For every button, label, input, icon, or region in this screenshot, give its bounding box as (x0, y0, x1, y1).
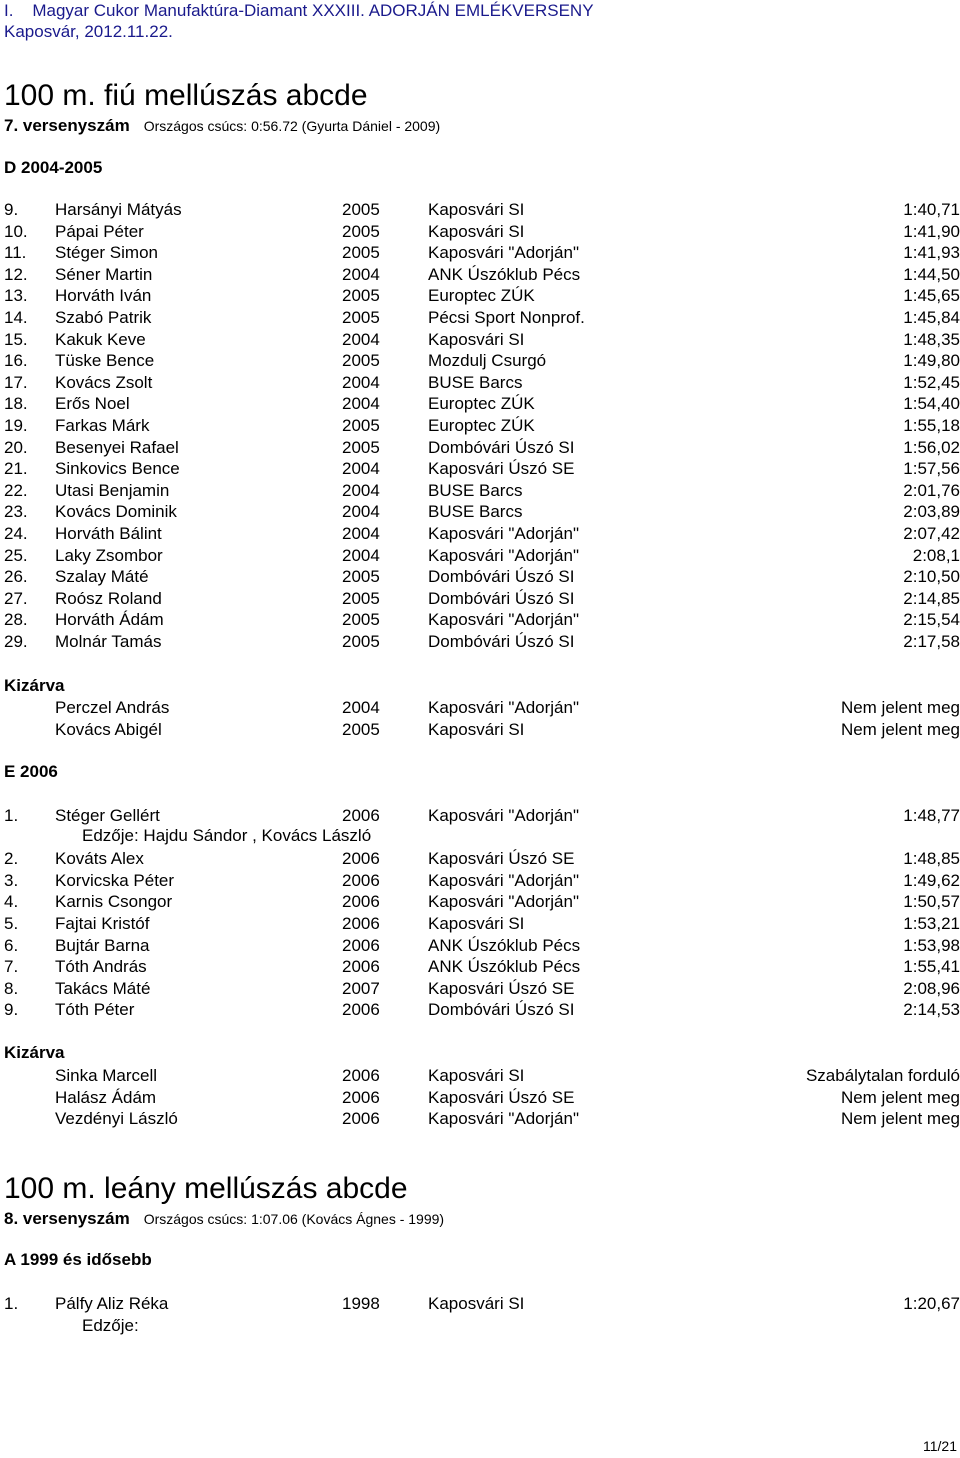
result-time: 2:03,89 (903, 502, 960, 522)
result-time: 1:54,40 (903, 394, 960, 414)
result-row (0, 848, 960, 870)
result-time: 1:50,57 (903, 892, 960, 912)
rank: 11. (4, 243, 27, 263)
swimmer-name: Tüske Bence (55, 351, 155, 371)
competition-date: Kaposvár, 2012.11.22. (4, 22, 173, 41)
disqualified-row (0, 697, 960, 719)
rank: 26. (4, 567, 28, 587)
club-name: Dombóvári Úszó SI (428, 437, 575, 457)
result-time: 1:52,45 (903, 372, 960, 392)
birth-year: 1998 (342, 1294, 380, 1313)
club-name: Kaposvári "Adorján" (428, 243, 579, 263)
result-row (0, 501, 960, 523)
birth-year: 2004 (342, 394, 380, 414)
result-row (0, 285, 960, 307)
result-row (0, 1293, 960, 1315)
rank: 6. (4, 935, 19, 955)
club-name: Kaposvári Úszó SE (428, 1087, 575, 1107)
birth-year: 2004 (342, 502, 380, 522)
club-name: Kaposvári Úszó SE (428, 849, 575, 869)
coach-note: Edzője: Hajdu Sándor , Kovács László (82, 826, 372, 845)
result-row (0, 264, 960, 286)
club-name: Europtec ZÚK (428, 394, 535, 414)
dq-status: Nem jelent meg (840, 1109, 960, 1129)
swimmer-name: Pálfy Aliz Réka (55, 1294, 169, 1313)
birth-year: 2007 (342, 978, 380, 998)
result-time: 1:41,93 (903, 243, 960, 263)
swimmer-name: Tóth András (55, 957, 147, 977)
club-name: Kaposvári SI (428, 1066, 525, 1085)
event-subtitle (4, 116, 440, 136)
disqualified-row (0, 719, 960, 741)
club-name: Pécsi Sport Nonprof. (428, 308, 585, 327)
result-time: 1:48,85 (903, 849, 960, 869)
coach-note: Edzője: (82, 1316, 139, 1335)
event-number: 8. versenyszám (4, 1209, 130, 1228)
club-name: Dombóvári Úszó SI (428, 1000, 575, 1020)
swimmer-name: Horváth Bálint (55, 524, 162, 543)
club-name: Kaposvári "Adorján" (428, 1109, 579, 1129)
swimmer-name: Kováts Alex (55, 849, 144, 869)
swimmer-name: Tóth Péter (55, 1000, 135, 1020)
swimmer-name: Perczel András (55, 698, 170, 717)
club-name: Europtec ZÚK (428, 286, 535, 306)
result-row (0, 372, 960, 394)
swimmer-name: Karnis Csongor (55, 892, 173, 912)
category-heading: A 1999 és idősebb (4, 1250, 152, 1269)
birth-year: 2005 (342, 243, 380, 263)
club-name: ANK Úszóklub Pécs (428, 957, 581, 977)
result-row (0, 437, 960, 459)
result-time: 2:01,76 (903, 480, 960, 500)
result-row (0, 307, 960, 329)
rank: 24. (4, 524, 28, 543)
result-row (0, 978, 960, 1000)
club-name: Europtec ZÚK (428, 416, 535, 435)
birth-year: 2005 (342, 610, 380, 630)
rank: 29. (4, 632, 28, 651)
club-name: Kaposvári Úszó SE (428, 459, 575, 479)
result-time: 2:08,96 (903, 978, 960, 998)
rank: 21. (4, 459, 28, 479)
swimmer-name: Farkas Márk (55, 416, 150, 435)
swimmer-name: Bujtár Barna (55, 935, 150, 955)
result-time: 2:17,58 (903, 632, 960, 651)
rank: 8. (4, 978, 19, 998)
rank: 27. (4, 588, 28, 608)
result-time: 2:14,85 (903, 588, 960, 608)
birth-year: 2005 (342, 632, 380, 651)
result-row (0, 415, 960, 437)
birth-year: 2005 (342, 416, 380, 435)
swimmer-name: Stéger Gellért (55, 806, 160, 825)
rank: 15. (4, 329, 28, 349)
swimmer-name: Utasi Benjamin (55, 480, 170, 500)
birth-year: 2006 (342, 1066, 380, 1085)
swimmer-name: Korvicska Péter (55, 870, 175, 890)
club-name: Kaposvári "Adorján" (428, 806, 579, 825)
birth-year: 2006 (342, 1000, 380, 1020)
result-time: 1:44,50 (903, 264, 960, 284)
disqualified-heading: Kizárva (4, 1043, 65, 1062)
swimmer-name: Erős Noel (55, 394, 130, 414)
result-time: 2:10,50 (903, 567, 960, 587)
result-row (0, 805, 960, 827)
rank: 20. (4, 437, 28, 457)
birth-year: 2004 (342, 524, 380, 543)
birth-year: 2005 (342, 221, 380, 241)
result-time: 1:55,18 (903, 416, 960, 435)
rank: 2. (4, 849, 19, 869)
club-name: Kaposvári SI (428, 719, 525, 739)
rank: 7. (4, 957, 19, 977)
result-time: 1:53,21 (903, 914, 960, 933)
result-row (0, 393, 960, 415)
birth-year: 2004 (342, 545, 380, 565)
swimmer-name: Besenyei Rafael (55, 437, 179, 457)
swimmer-name: Roósz Roland (55, 588, 162, 608)
rank: 4. (4, 892, 19, 912)
result-time: 1:57,56 (903, 459, 960, 479)
club-name: Kaposvári SI (428, 221, 525, 241)
result-time: 2:08,1 (912, 545, 960, 565)
club-name: Kaposvári SI (428, 329, 525, 349)
result-row (0, 891, 960, 913)
birth-year: 2005 (342, 308, 380, 327)
result-time: 1:40,71 (903, 200, 960, 219)
result-time: 1:53,98 (903, 935, 960, 955)
result-row (0, 458, 960, 480)
birth-year: 2006 (342, 1109, 380, 1129)
result-row (0, 523, 960, 545)
result-time: 1:49,80 (903, 351, 960, 371)
birth-year: 2005 (342, 200, 380, 219)
competition-title: I. Magyar Cukor Manufaktúra-Diamant XXXIII. ADORJÁN EMLÉKVERSENY (4, 1, 594, 20)
swimmer-name: Halász Ádám (55, 1087, 157, 1107)
birth-year: 2006 (342, 806, 380, 825)
result-row (0, 631, 960, 653)
dq-status: Nem jelent meg (840, 698, 960, 717)
result-time: 1:48,35 (903, 329, 960, 349)
result-row (0, 545, 960, 567)
birth-year: 2006 (342, 1087, 380, 1107)
club-name: Dombóvári Úszó SI (428, 632, 575, 651)
result-row (0, 242, 960, 264)
swimmer-name: Pápai Péter (55, 221, 144, 241)
rank: 16. (4, 351, 28, 371)
result-row (0, 913, 960, 935)
rank: 19. (4, 416, 28, 435)
swimmer-name: Sinkovics Bence (55, 459, 180, 479)
event-title: 100 m. leány mellúszás abcde (4, 1172, 408, 1205)
result-time: 1:41,90 (903, 221, 960, 241)
swimmer-name: Stéger Simon (55, 243, 158, 263)
birth-year: 2004 (342, 264, 380, 284)
birth-year: 2005 (342, 719, 380, 739)
category-heading: E 2006 (4, 762, 58, 781)
club-name: BUSE Barcs (428, 502, 523, 522)
result-time: 1:56,02 (903, 437, 960, 457)
result-time: 1:20,67 (903, 1294, 960, 1313)
rank: 18. (4, 394, 28, 414)
swimmer-name: Szalay Máté (55, 567, 149, 587)
club-name: Dombóvári Úszó SI (428, 588, 575, 608)
birth-year: 2004 (342, 329, 380, 349)
club-name: Kaposvári "Adorján" (428, 545, 579, 565)
club-name: Kaposvári "Adorján" (428, 870, 579, 890)
club-name: Kaposvári SI (428, 914, 525, 933)
rank: 10. (4, 221, 28, 241)
result-time: 1:55,41 (903, 957, 960, 977)
rank: 3. (4, 870, 19, 890)
birth-year: 2006 (342, 935, 380, 955)
swimmer-name: Harsányi Mátyás (55, 200, 182, 219)
result-row (0, 609, 960, 631)
swimmer-name: Horváth Ádám (55, 610, 164, 630)
rank: 22. (4, 480, 28, 500)
result-time: 2:15,54 (903, 610, 960, 630)
birth-year: 2004 (342, 372, 380, 392)
disqualified-row (0, 1087, 960, 1109)
swimmer-name: Kovács Zsolt (55, 372, 153, 392)
club-name: Kaposvári "Adorján" (428, 524, 579, 543)
dq-status: Szabálytalan forduló (805, 1066, 960, 1085)
rank: 9. (4, 1000, 19, 1020)
dq-status: Nem jelent meg (840, 1087, 960, 1107)
birth-year: 2004 (342, 698, 380, 717)
result-row (0, 350, 960, 372)
birth-year: 2005 (342, 351, 380, 371)
rank: 28. (4, 610, 28, 630)
category-heading: D 2004-2005 (4, 158, 103, 177)
birth-year: 2006 (342, 957, 380, 977)
swimmer-name: Takács Máté (55, 978, 151, 998)
club-name: Dombóvári Úszó SI (428, 567, 575, 587)
rank: 12. (4, 264, 28, 284)
rank: 5. (4, 914, 19, 933)
page-number: 11/21 (923, 1438, 957, 1454)
birth-year: 2005 (342, 437, 380, 457)
club-name: BUSE Barcs (428, 480, 523, 500)
rank: 13. (4, 286, 28, 306)
swimmer-name: Laky Zsombor (55, 545, 163, 565)
birth-year: 2006 (342, 892, 380, 912)
result-row (0, 566, 960, 588)
event-subtitle (4, 1209, 444, 1229)
club-name: Mozdulj Csurgó (428, 351, 547, 371)
club-name: Kaposvári "Adorján" (428, 892, 579, 912)
swimmer-name: Horváth Iván (55, 286, 152, 306)
result-time: 1:45,84 (903, 308, 960, 327)
result-row (0, 956, 960, 978)
birth-year: 2004 (342, 459, 380, 479)
event-number: 7. versenyszám (4, 116, 130, 135)
result-row (0, 329, 960, 351)
disqualified-row (0, 1108, 960, 1130)
rank: 9. (4, 200, 19, 219)
rank: 23. (4, 502, 28, 522)
birth-year: 2005 (342, 567, 380, 587)
result-row (0, 199, 960, 221)
event-title: 100 m. fiú mellúszás abcde (4, 79, 368, 112)
swimmer-name: Sinka Marcell (55, 1066, 158, 1085)
swimmer-name: Fajtai Kristóf (55, 914, 150, 933)
rank: 14. (4, 308, 28, 327)
disqualified-heading: Kizárva (4, 676, 65, 695)
swimmer-name: Kovács Dominik (55, 502, 177, 522)
disqualified-row (0, 1065, 960, 1087)
result-row (0, 221, 960, 243)
result-time: 1:49,62 (903, 870, 960, 890)
birth-year: 2006 (342, 914, 380, 933)
swimmer-name: Vezdényi László (55, 1109, 178, 1129)
rank: 1. (4, 806, 19, 825)
club-name: Kaposvári SI (428, 1294, 525, 1313)
birth-year: 2006 (342, 849, 380, 869)
swimmer-name: Szabó Patrik (55, 308, 152, 327)
dq-status: Nem jelent meg (840, 719, 960, 739)
rank: 1. (4, 1294, 19, 1313)
result-time: 1:48,77 (903, 806, 960, 825)
result-row (0, 588, 960, 610)
club-name: Kaposvári "Adorján" (428, 698, 579, 717)
result-time: 1:45,65 (903, 286, 960, 306)
birth-year: 2006 (342, 870, 380, 890)
result-row (0, 870, 960, 892)
club-name: BUSE Barcs (428, 372, 523, 392)
club-name: Kaposvári Úszó SE (428, 978, 575, 998)
rank: 25. (4, 545, 28, 565)
birth-year: 2004 (342, 480, 380, 500)
rank: 17. (4, 372, 28, 392)
swimmer-name: Kovács Abigél (55, 719, 162, 739)
club-name: Kaposvári "Adorján" (428, 610, 579, 630)
swimmer-name: Séner Martin (55, 264, 153, 284)
result-row (0, 935, 960, 957)
birth-year: 2005 (342, 286, 380, 306)
club-name: Kaposvári SI (428, 200, 525, 219)
swimmer-name: Molnár Tamás (55, 632, 162, 651)
club-name: ANK Úszóklub Pécs (428, 264, 581, 284)
club-name: ANK Úszóklub Pécs (428, 935, 581, 955)
national-record: Országos csúcs: 1:07.06 (Kovács Ágnes - 1999) (143, 1211, 445, 1227)
swimmer-name: Kakuk Keve (55, 329, 146, 349)
result-time: 2:14,53 (903, 1000, 960, 1020)
birth-year: 2005 (342, 588, 380, 608)
national-record: Országos csúcs: 0:56.72 (Gyurta Dániel - 2009) (143, 118, 441, 134)
result-time: 2:07,42 (903, 524, 960, 543)
result-row (0, 999, 960, 1021)
result-row (0, 480, 960, 502)
